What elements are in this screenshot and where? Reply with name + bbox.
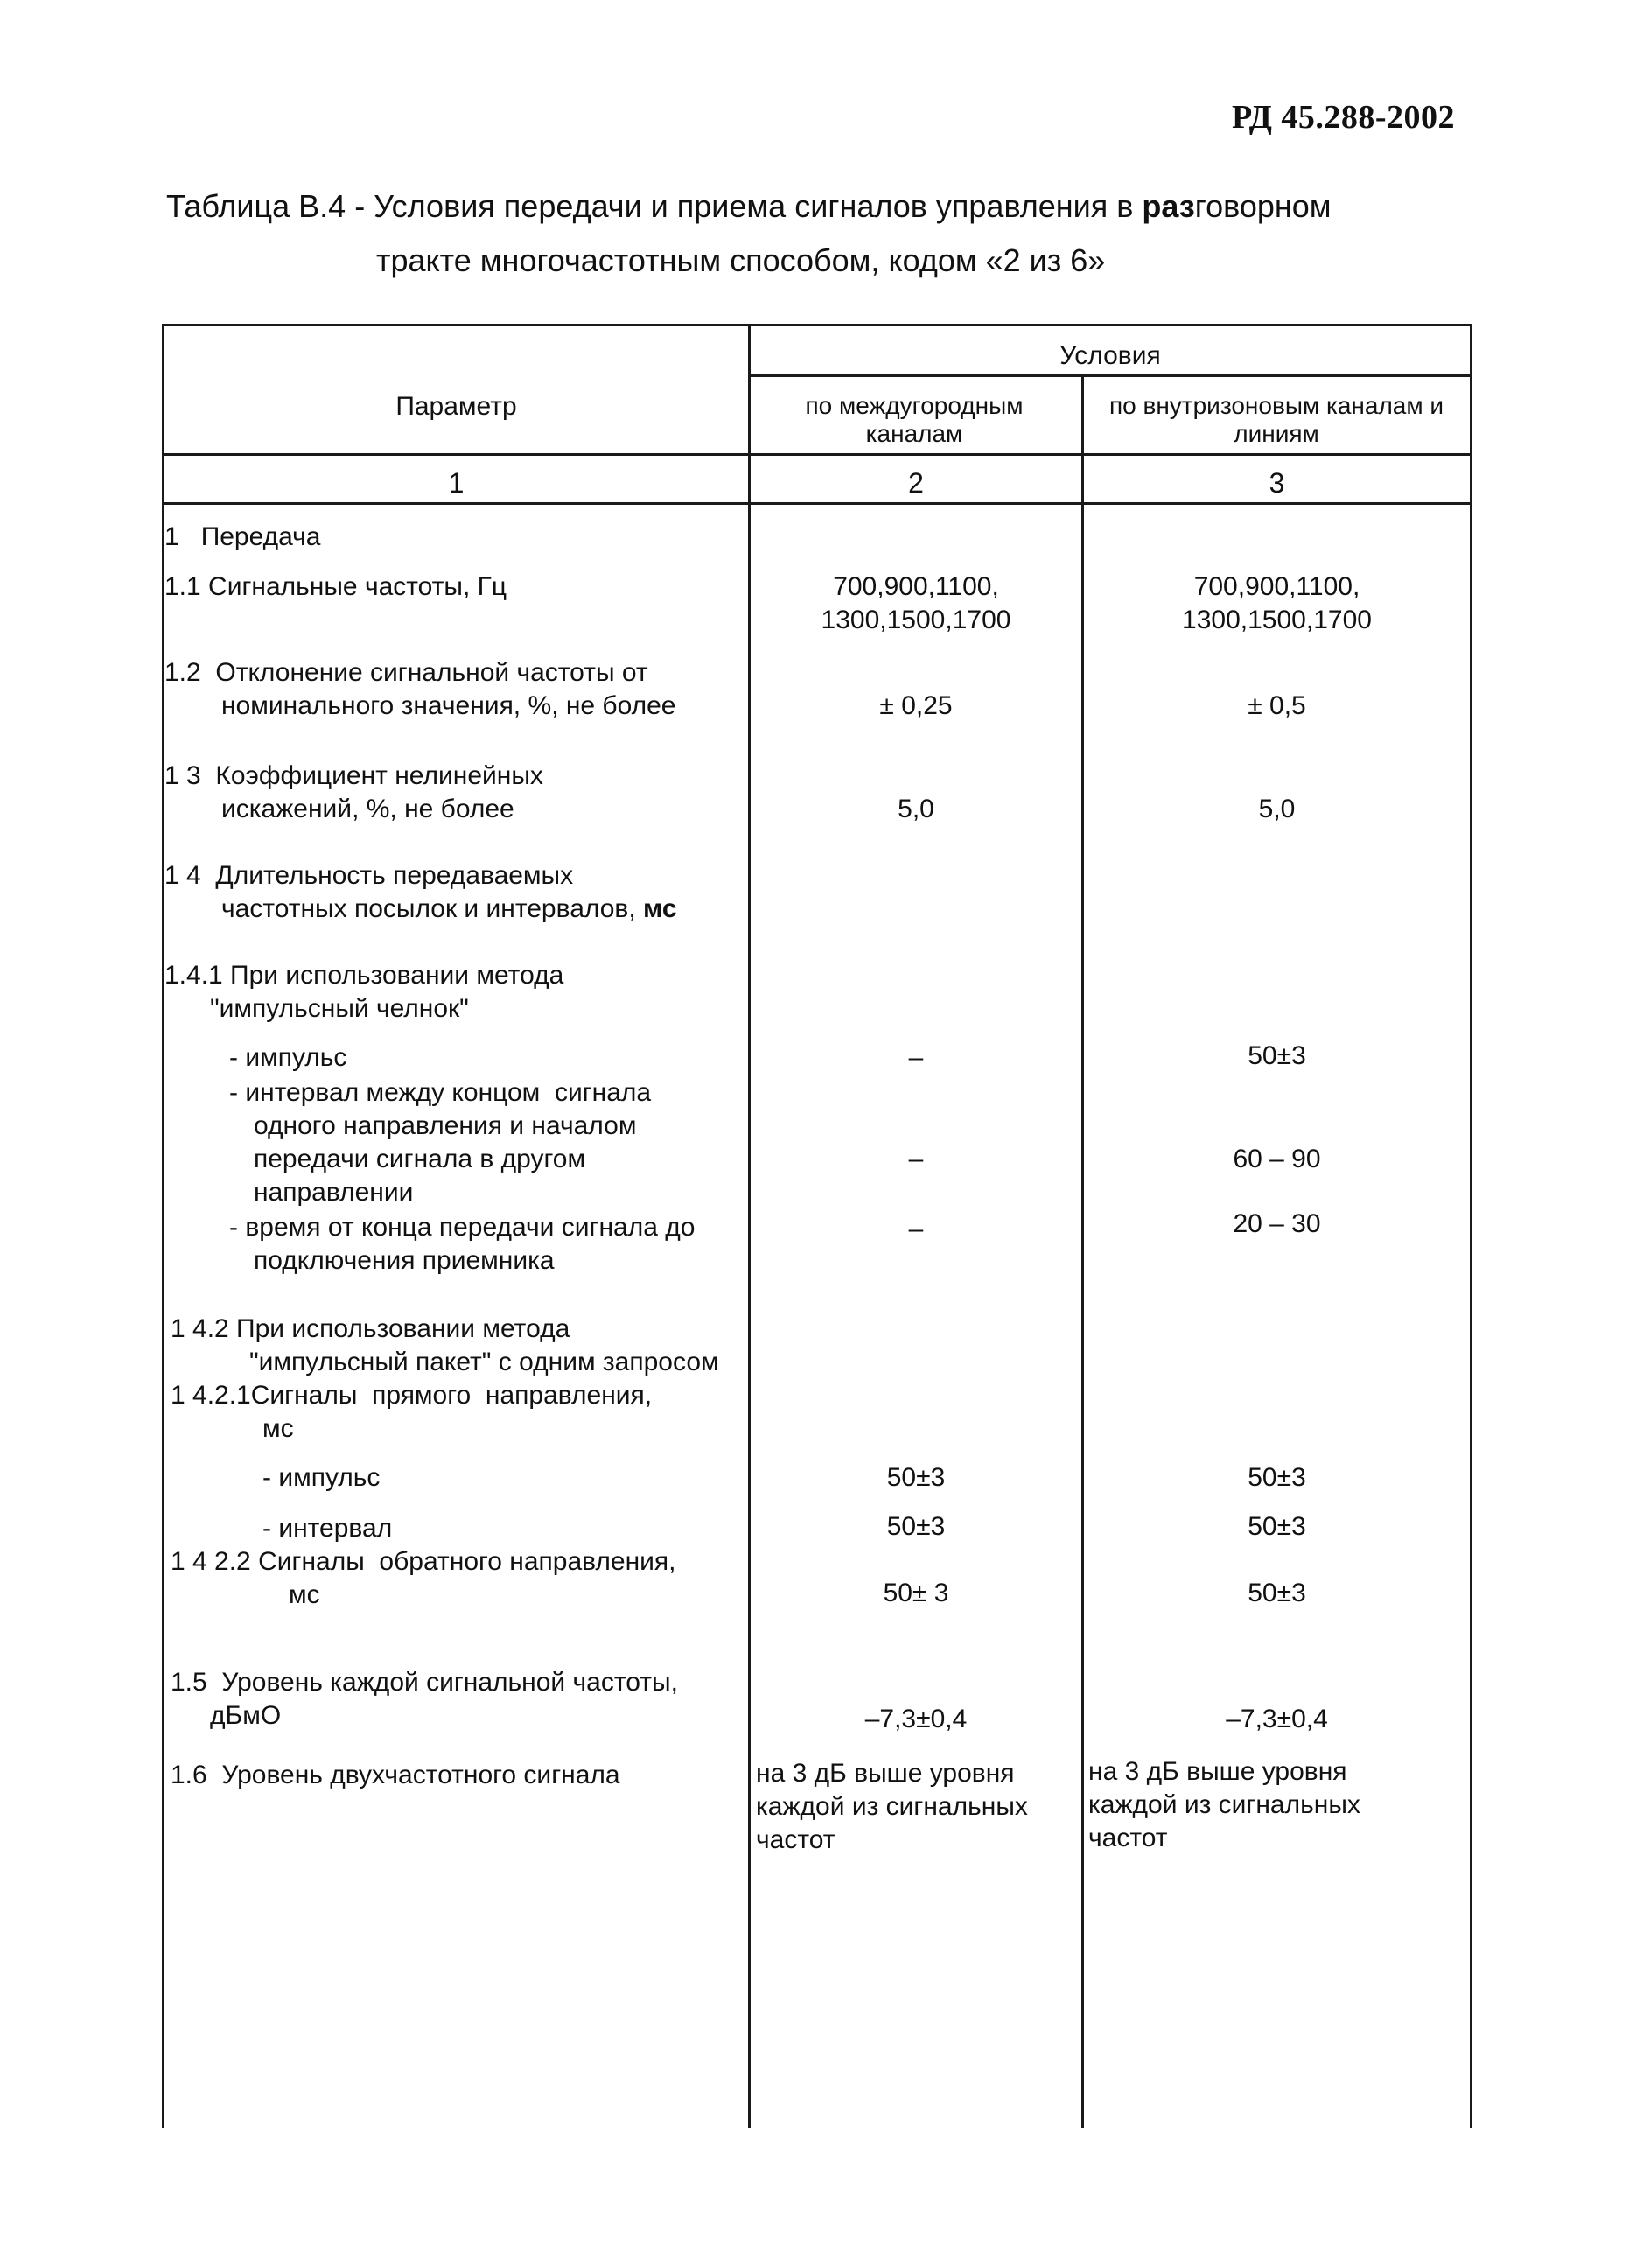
colnum-bottom-border bbox=[162, 502, 1472, 505]
row-1-4-2-2-col2: 50± 3 bbox=[883, 1578, 949, 1607]
colnum-3: 3 bbox=[1269, 467, 1285, 499]
row-1-6-col2-b: каждой из сигнальных bbox=[756, 1792, 1028, 1821]
row-1-4-2-1-param-b: мс bbox=[262, 1414, 294, 1443]
row-pulse-col2: – bbox=[908, 1043, 924, 1072]
caption-text-bold: раз bbox=[1142, 188, 1195, 224]
table-right-border bbox=[1470, 324, 1472, 2128]
row-interval-param-a: - интервал между концом сигнала bbox=[229, 1078, 652, 1107]
row-1-4-2-param-a: 1 4.2 При использовании метода bbox=[171, 1314, 570, 1343]
row-1-4-2-2-param-a: 1 4 2.2 Сигналы обратного направления, bbox=[171, 1547, 676, 1576]
row-1-3-param-b: искажений, %, не более bbox=[221, 794, 514, 823]
row-1-2-col2: ± 0,25 bbox=[879, 691, 953, 720]
row-time-col2: – bbox=[908, 1214, 924, 1243]
row-1-4-param-b bbox=[221, 892, 677, 926]
row-1-4-2-1-pulse-col3: 50±3 bbox=[1248, 1463, 1306, 1492]
row-1-4-2-2-param-b: мс bbox=[289, 1580, 320, 1609]
colnum-2: 2 bbox=[908, 467, 924, 499]
header-col2: по междугородным каналам bbox=[805, 392, 1024, 447]
row-interval-param-c: передачи сигнала в другом bbox=[254, 1144, 586, 1173]
header-conditions: Условия bbox=[1059, 341, 1161, 370]
colnum-1: 1 bbox=[448, 467, 465, 499]
row-1-4-param-a: 1 4 Длительность передаваемых bbox=[164, 861, 574, 890]
row-1-1-param: 1.1 Сигнальные частоты, Гц bbox=[164, 572, 507, 601]
col3-left-border bbox=[1081, 374, 1084, 2128]
row-time-param-b: подключения приемника bbox=[254, 1246, 555, 1275]
row-1-4-param-b-text: частотных посылок и интервалов, bbox=[221, 894, 644, 923]
row-pulse-col3: 50±3 bbox=[1248, 1041, 1306, 1070]
row-interval-col2: – bbox=[908, 1144, 924, 1173]
row-1-5-param-a: 1.5 Уровень каждой сигнальной частоты, bbox=[171, 1668, 678, 1697]
row-1-6-col2-a: на 3 дБ выше уровня bbox=[756, 1759, 1015, 1788]
row-1-4-1-param-b: "импульсный челнок" bbox=[210, 994, 469, 1023]
row-interval-param-b: одного направления и началом bbox=[254, 1111, 637, 1140]
row-1-6-param: 1.6 Уровень двухчастотного сигнала bbox=[171, 1760, 620, 1789]
row-1-4-2-1-pulse-param: - импульс bbox=[262, 1463, 381, 1492]
row-1-2-param-a: 1.2 Отклонение сигнальной частоты от bbox=[164, 658, 648, 687]
row-1-6-col3-b: каждой из сигнальных bbox=[1088, 1790, 1360, 1819]
row-1-4-2-1-param-a: 1 4.2.1Сигналы прямого направления, bbox=[171, 1381, 653, 1410]
table-caption-line1 bbox=[166, 184, 1332, 229]
row-1-4-2-1-interval-param: - интервал bbox=[262, 1514, 393, 1543]
row-time-col3: 20 – 30 bbox=[1233, 1209, 1321, 1238]
table-caption-line2: тракте многочастотным способом, кодом «2 из 6» bbox=[376, 242, 1106, 278]
row-1-6-col3-c: частот bbox=[1088, 1824, 1168, 1852]
row-1-5-param-b: дБмО bbox=[210, 1701, 282, 1730]
row-1-4-2-2-col3: 50±3 bbox=[1248, 1578, 1306, 1607]
row-1-2-col3: ± 0,5 bbox=[1248, 691, 1306, 720]
row-1-1-col2-a: 700,900,1100, bbox=[833, 572, 999, 601]
row-1-4-2-param-b: "импульсный пакет" с одним запросом bbox=[249, 1348, 719, 1376]
row-1-3-param-a: 1 3 Коэффициент нелинейных bbox=[164, 761, 543, 790]
row-1-4-1-param-a: 1.4.1 При использовании метода bbox=[164, 961, 564, 990]
row-1-6-col3-a: на 3 дБ выше уровня bbox=[1088, 1757, 1347, 1786]
table-top-border bbox=[162, 324, 1472, 326]
row-1-1-col3-a: 700,900,1100, bbox=[1193, 572, 1360, 601]
row-1-5-col2: –7,3±0,4 bbox=[864, 1704, 968, 1733]
row-1-2-param-b: номинального значения, %, не более bbox=[221, 691, 676, 720]
row-1-4-unit: мс bbox=[643, 894, 677, 923]
row-1-5-col3: –7,3±0,4 bbox=[1226, 1704, 1328, 1733]
row-1-4-2-1-pulse-col2: 50±3 bbox=[886, 1463, 946, 1492]
row-interval-param-d: направлении bbox=[254, 1178, 414, 1207]
row-interval-col3: 60 – 90 bbox=[1233, 1144, 1321, 1173]
row-1-6-col2-c: частот bbox=[756, 1825, 835, 1854]
row-1-3-col2: 5,0 bbox=[898, 794, 934, 823]
row-1-1-col3-b: 1300,1500,1700 bbox=[1182, 606, 1372, 634]
row-transmission: 1 Передача bbox=[164, 522, 321, 551]
header-bottom-border bbox=[162, 453, 1472, 456]
row-1-1-col2-b: 1300,1500,1700 bbox=[821, 606, 1011, 634]
caption-text-b: говорном bbox=[1194, 188, 1332, 224]
row-1-4-2-1-interval-col3: 50±3 bbox=[1248, 1512, 1306, 1541]
row-1-4-2-1-interval-col2: 50±3 bbox=[886, 1512, 946, 1541]
row-time-param-a: - время от конца передачи сигнала до bbox=[229, 1213, 696, 1242]
conditions-divider bbox=[748, 374, 1472, 377]
header-param: Параметр bbox=[395, 392, 517, 421]
header-col3: по внутризоновым каналам и линиям bbox=[1108, 392, 1444, 447]
row-pulse-param: - импульс bbox=[229, 1043, 347, 1072]
document-id: РД 45.288-2002 bbox=[1232, 99, 1455, 136]
row-1-3-col3: 5,0 bbox=[1258, 794, 1296, 823]
caption-text-a: Таблица В.4 - Условия передачи и приема сигналов управления в bbox=[166, 188, 1143, 224]
